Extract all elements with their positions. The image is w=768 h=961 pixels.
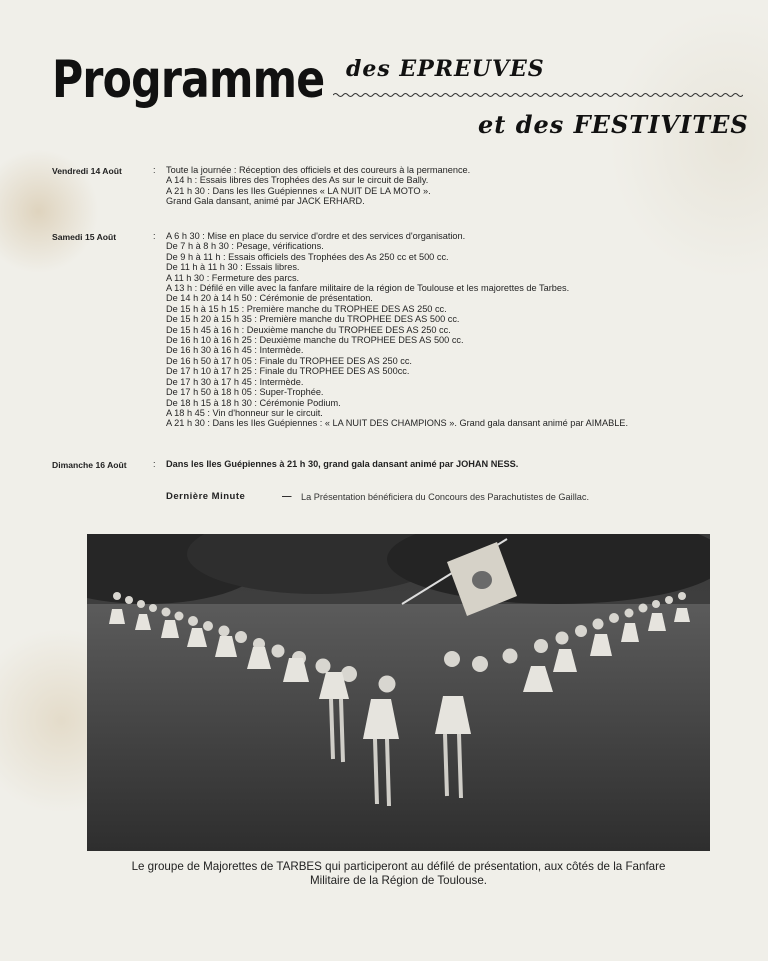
page-title: Programme	[52, 50, 325, 110]
schedule-line: De 7 h à 8 h 30 : Pesage, vérifications.	[166, 241, 324, 252]
schedule-line: Toute la journée : Réception des officiels et des coureurs à la permanence.	[166, 165, 471, 175]
majorettes-photo-illustration	[87, 534, 710, 851]
schedule-line: De 16 h 10 à 16 h 25 : Deuxième manche du TROPHEE DES AS 500 cc.	[166, 335, 464, 346]
schedule-line: De 16 h 50 à 17 h 05 : Finale du TROPHEE DES AS 250 cc.	[166, 355, 412, 366]
subtitle-festivites: et des FESTIVITES	[478, 110, 749, 139]
day-label-saturday: Samedi 15 Août	[52, 232, 117, 242]
schedule-line: De 11 h à 11 h 30 : Essais libres.	[166, 262, 300, 273]
day-label-sunday: Dimanche 16 Août	[52, 460, 127, 470]
schedule-line: A 21 h 30 : Dans les Iles Guépiennes « LA NUIT DE LA MOTO ».	[166, 185, 431, 196]
schedule-line: De 9 h à 11 h : Essais officiels des Trophées des As 250 cc et 500 cc.	[166, 251, 449, 262]
schedule-line: Grand Gala dansant, animé par JACK ERHARD.	[166, 196, 365, 207]
schedule-line: A 14 h : Essais libres des Trophées des As sur le circuit de Bally.	[166, 175, 429, 186]
schedule-line: De 16 h 30 à 16 h 45 : Intermède.	[166, 345, 304, 356]
schedule-line: De 15 h 20 à 15 h 35 : Première manche du TROPHEE DES AS 500 cc.	[166, 314, 460, 325]
friday-schedule	[166, 165, 470, 207]
last-minute-label: Dernière Minute	[166, 491, 246, 502]
schedule-line: De 17 h 50 à 18 h 05 : Super-Trophée.	[166, 387, 324, 398]
schedule-line: A 18 h 45 : Vin d'honneur sur le circuit.	[166, 407, 323, 418]
saturday-schedule	[166, 231, 628, 429]
schedule-line: De 14 h 20 à 14 h 50 : Cérémonie de présentation.	[166, 293, 373, 304]
schedule-line: A 6 h 30 : Mise en place du service d'ordre et des services d'organisation.	[166, 231, 466, 241]
colon-separator: :	[153, 165, 156, 175]
schedule-line: De 15 h 45 à 16 h : Deuxième manche du TROPHEE DES AS 250 cc.	[166, 324, 451, 335]
last-minute-text: La Présentation bénéficiera du Concours des Parachutistes de Gaillac.	[301, 492, 590, 502]
schedule-line: De 17 h 10 à 17 h 25 : Finale du TROPHEE DES AS 500cc.	[166, 366, 410, 377]
sunday-schedule: Dans les Iles Guépiennes à 21 h 30, grand gala dansant animé par JOHAN NESS.	[166, 459, 519, 469]
day-label-friday: Vendredi 14 Août	[52, 166, 122, 176]
colon-separator: :	[153, 231, 156, 241]
subtitle-epreuves: des EPREUVES	[346, 56, 545, 82]
last-minute-dash: —	[282, 491, 292, 502]
caption-line: Militaire de la Région de Toulouse.	[309, 874, 488, 887]
schedule-line: De 15 h à 15 h 15 : Première manche du TROPHEE DES AS 250 cc.	[166, 303, 447, 314]
colon-separator: :	[153, 459, 156, 469]
majorettes-photo	[87, 534, 710, 851]
caption-line: Le groupe de Majorettes de TARBES qui participeront au défilé de présentation, aux côtés de la Fanfare	[131, 860, 666, 873]
schedule-line: De 18 h 15 à 18 h 30 : Cérémonie Podium.	[166, 397, 341, 408]
schedule-line: A 13 h : Défilé en ville avec la fanfare militaire de la région de Toulouse et les majorettes de Tarbes.	[166, 283, 570, 294]
photo-caption	[87, 860, 710, 888]
schedule-line: A 21 h 30 : Dans les Iles Guépiennes : « LA NUIT DES CHAMPIONS ». Grand gala dansant animé par AIMABLE.	[166, 418, 628, 429]
decorative-wavy-rule	[333, 91, 743, 99]
schedule-line: A 11 h 30 : Fermeture des parcs.	[166, 272, 300, 283]
schedule-line: De 17 h 30 à 17 h 45 : Intermède.	[166, 376, 304, 387]
